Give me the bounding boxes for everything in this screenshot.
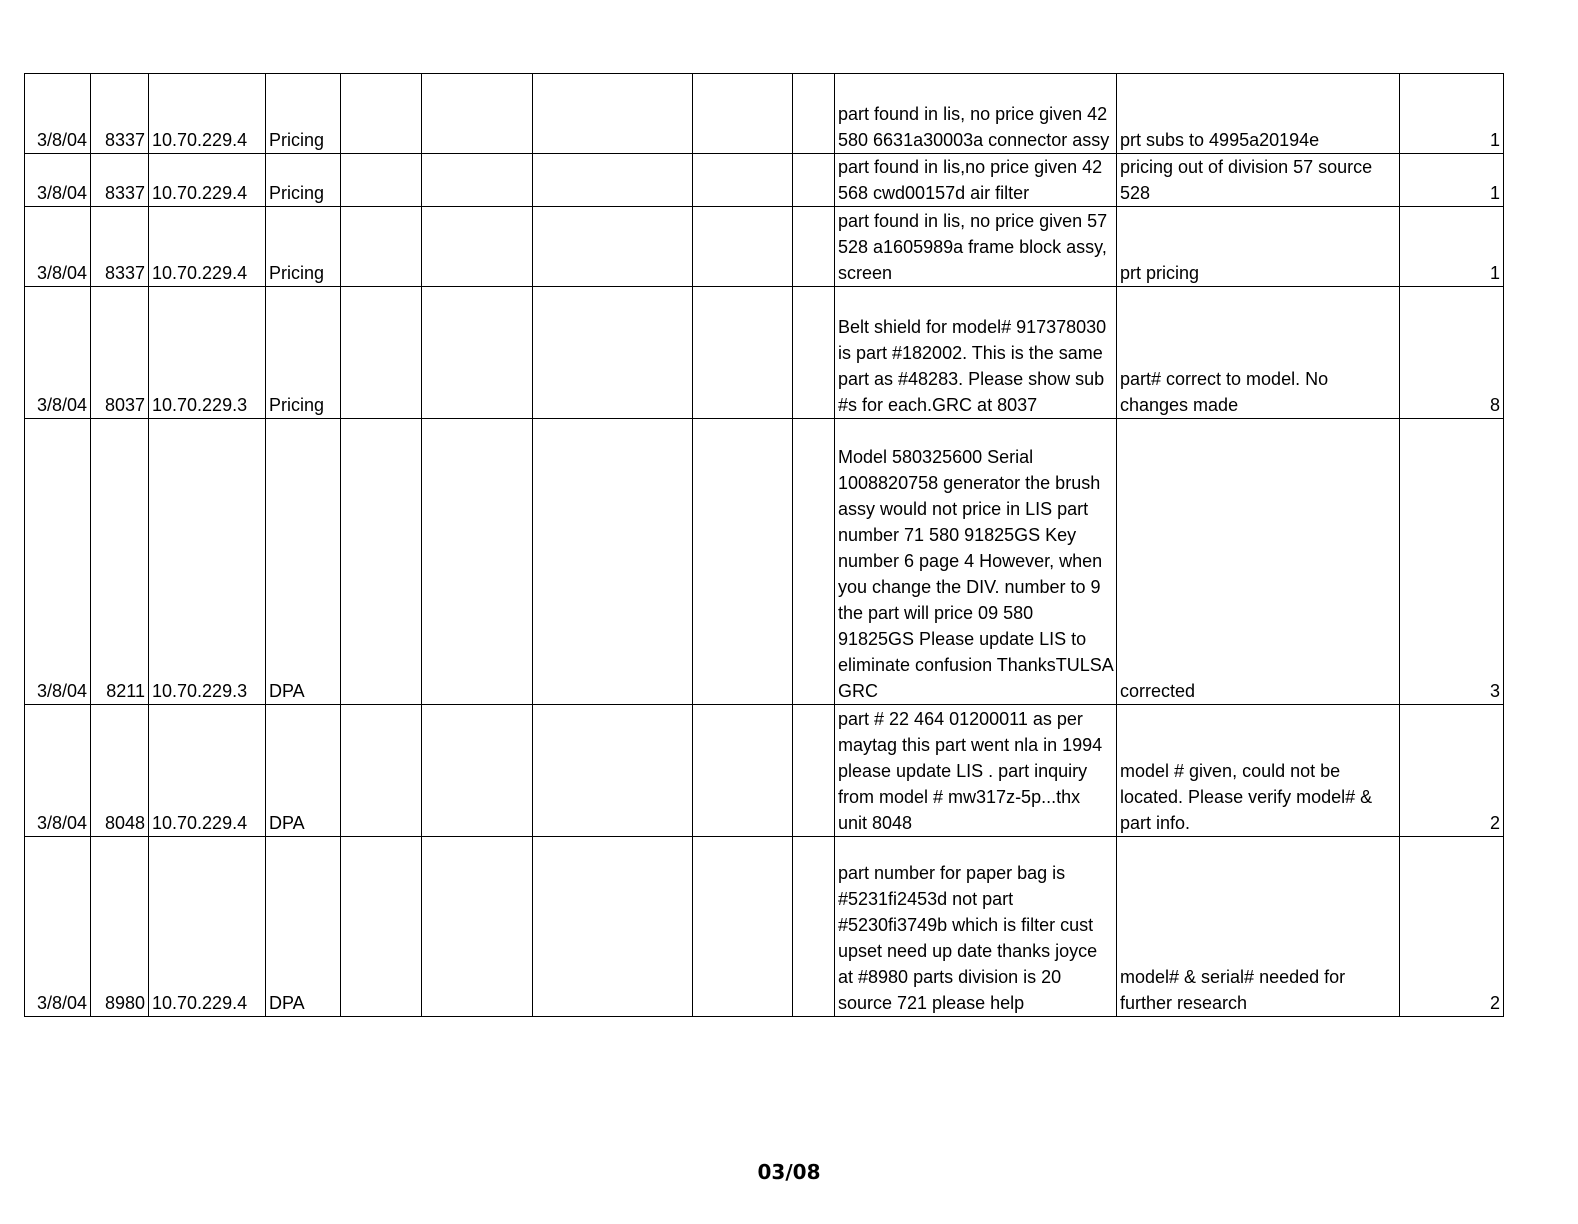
issue-type-cell: Pricing <box>266 207 341 287</box>
version-cell: 10.70.229.4 <box>149 74 266 154</box>
blank-cell <box>341 419 422 705</box>
blank-cell <box>693 154 793 207</box>
blank-cell <box>793 419 835 705</box>
table-row <box>25 705 1504 837</box>
blank-cell <box>422 705 533 837</box>
problem-description-cell: part found in lis, no price given 57 528 a1605989a frame block assy, screen <box>835 207 1117 287</box>
resolution-cell: model# & serial# needed for further research <box>1117 837 1400 1017</box>
issue-type-cell: Pricing <box>266 287 341 419</box>
resolution-cell: corrected <box>1117 419 1400 705</box>
count-cell: 3 <box>1400 419 1504 705</box>
problem-description-cell: Model 580325600 Serial 1008820758 generator the brush assy would not price in LIS part number 71 580 91825GS Key number 6 page 4 However, when you change the DIV. number to 9 the part will price 09 580 91825GS Please update LIS to eliminate confusion ThanksTULSA GRC <box>835 419 1117 705</box>
version-cell: 10.70.229.4 <box>149 705 266 837</box>
table-row <box>25 74 1504 154</box>
problem-description-cell: part found in lis, no price given 42 580 6631a30003a connector assy <box>835 74 1117 154</box>
count-cell: 2 <box>1400 705 1504 837</box>
blank-cell <box>533 705 693 837</box>
blank-cell <box>793 705 835 837</box>
count-cell: 1 <box>1400 207 1504 287</box>
blank-cell <box>793 837 835 1017</box>
version-cell: 10.70.229.3 <box>149 419 266 705</box>
blank-cell <box>533 287 693 419</box>
table-row <box>25 207 1504 287</box>
problem-description-cell: part number for paper bag is #5231fi2453d not part #5230fi3749b which is filter cust upset need up date thanks joyce at #8980 parts division is 20 source 721 please help <box>835 837 1117 1017</box>
version-cell: 10.70.229.4 <box>149 154 266 207</box>
page-number: 03/08 <box>757 1160 821 1184</box>
issue-type-cell: DPA <box>266 705 341 837</box>
blank-cell <box>341 705 422 837</box>
table-row <box>25 154 1504 207</box>
unit-number-cell: 8037 <box>91 287 149 419</box>
problem-description-cell: part # 22 464 01200011 as per maytag this part went nla in 1994 please update LIS . part inquiry from model # mw317z-5p...thx unit 8048 <box>835 705 1117 837</box>
blank-cell <box>693 207 793 287</box>
count-cell: 1 <box>1400 74 1504 154</box>
resolution-cell: model # given, could not be located. Please verify model# & part info. <box>1117 705 1400 837</box>
date-cell: 3/8/04 <box>25 419 91 705</box>
blank-cell <box>422 419 533 705</box>
date-cell: 3/8/04 <box>25 207 91 287</box>
blank-cell <box>693 419 793 705</box>
blank-cell <box>533 419 693 705</box>
date-cell: 3/8/04 <box>25 705 91 837</box>
blank-cell <box>422 74 533 154</box>
date-cell: 3/8/04 <box>25 287 91 419</box>
blank-cell <box>533 837 693 1017</box>
blank-cell <box>533 74 693 154</box>
blank-cell <box>693 287 793 419</box>
blank-cell <box>793 74 835 154</box>
count-cell: 2 <box>1400 837 1504 1017</box>
table-row <box>25 419 1504 705</box>
blank-cell <box>341 154 422 207</box>
blank-cell <box>793 154 835 207</box>
unit-number-cell: 8337 <box>91 74 149 154</box>
blank-cell <box>422 154 533 207</box>
blank-cell <box>693 837 793 1017</box>
version-cell: 10.70.229.3 <box>149 287 266 419</box>
count-cell: 1 <box>1400 154 1504 207</box>
version-cell: 10.70.229.4 <box>149 837 266 1017</box>
blank-cell <box>341 74 422 154</box>
blank-cell <box>793 207 835 287</box>
blank-cell <box>422 837 533 1017</box>
issue-type-cell: Pricing <box>266 154 341 207</box>
date-cell: 3/8/04 <box>25 837 91 1017</box>
problem-description-cell: part found in lis,no price given 42 568 cwd00157d air filter <box>835 154 1117 207</box>
issue-type-cell: DPA <box>266 837 341 1017</box>
issue-type-cell: Pricing <box>266 74 341 154</box>
resolution-cell: prt pricing <box>1117 207 1400 287</box>
unit-number-cell: 8337 <box>91 154 149 207</box>
unit-number-cell: 8337 <box>91 207 149 287</box>
table-row <box>25 287 1504 419</box>
count-cell: 8 <box>1400 287 1504 419</box>
blank-cell <box>533 207 693 287</box>
issue-type-cell: DPA <box>266 419 341 705</box>
unit-number-cell: 8980 <box>91 837 149 1017</box>
unit-number-cell: 8211 <box>91 419 149 705</box>
blank-cell <box>422 207 533 287</box>
resolution-cell: pricing out of division 57 source 528 <box>1117 154 1400 207</box>
resolution-cell: part# correct to model. No changes made <box>1117 287 1400 419</box>
blank-cell <box>693 74 793 154</box>
resolution-cell: prt subs to 4995a20194e <box>1117 74 1400 154</box>
blank-cell <box>533 154 693 207</box>
date-cell: 3/8/04 <box>25 154 91 207</box>
blank-cell <box>793 287 835 419</box>
blank-cell <box>422 287 533 419</box>
unit-number-cell: 8048 <box>91 705 149 837</box>
blank-cell <box>341 287 422 419</box>
blank-cell <box>693 705 793 837</box>
table-row <box>25 837 1504 1017</box>
date-cell: 3/8/04 <box>25 74 91 154</box>
blank-cell <box>341 207 422 287</box>
problem-description-cell: Belt shield for model# 917378030 is part #182002. This is the same part as #48283. Please show sub #s for each.GRC at 8037 <box>835 287 1117 419</box>
issue-log-body <box>25 74 1504 1017</box>
issue-log-table <box>24 73 1504 1017</box>
version-cell: 10.70.229.4 <box>149 207 266 287</box>
blank-cell <box>341 837 422 1017</box>
